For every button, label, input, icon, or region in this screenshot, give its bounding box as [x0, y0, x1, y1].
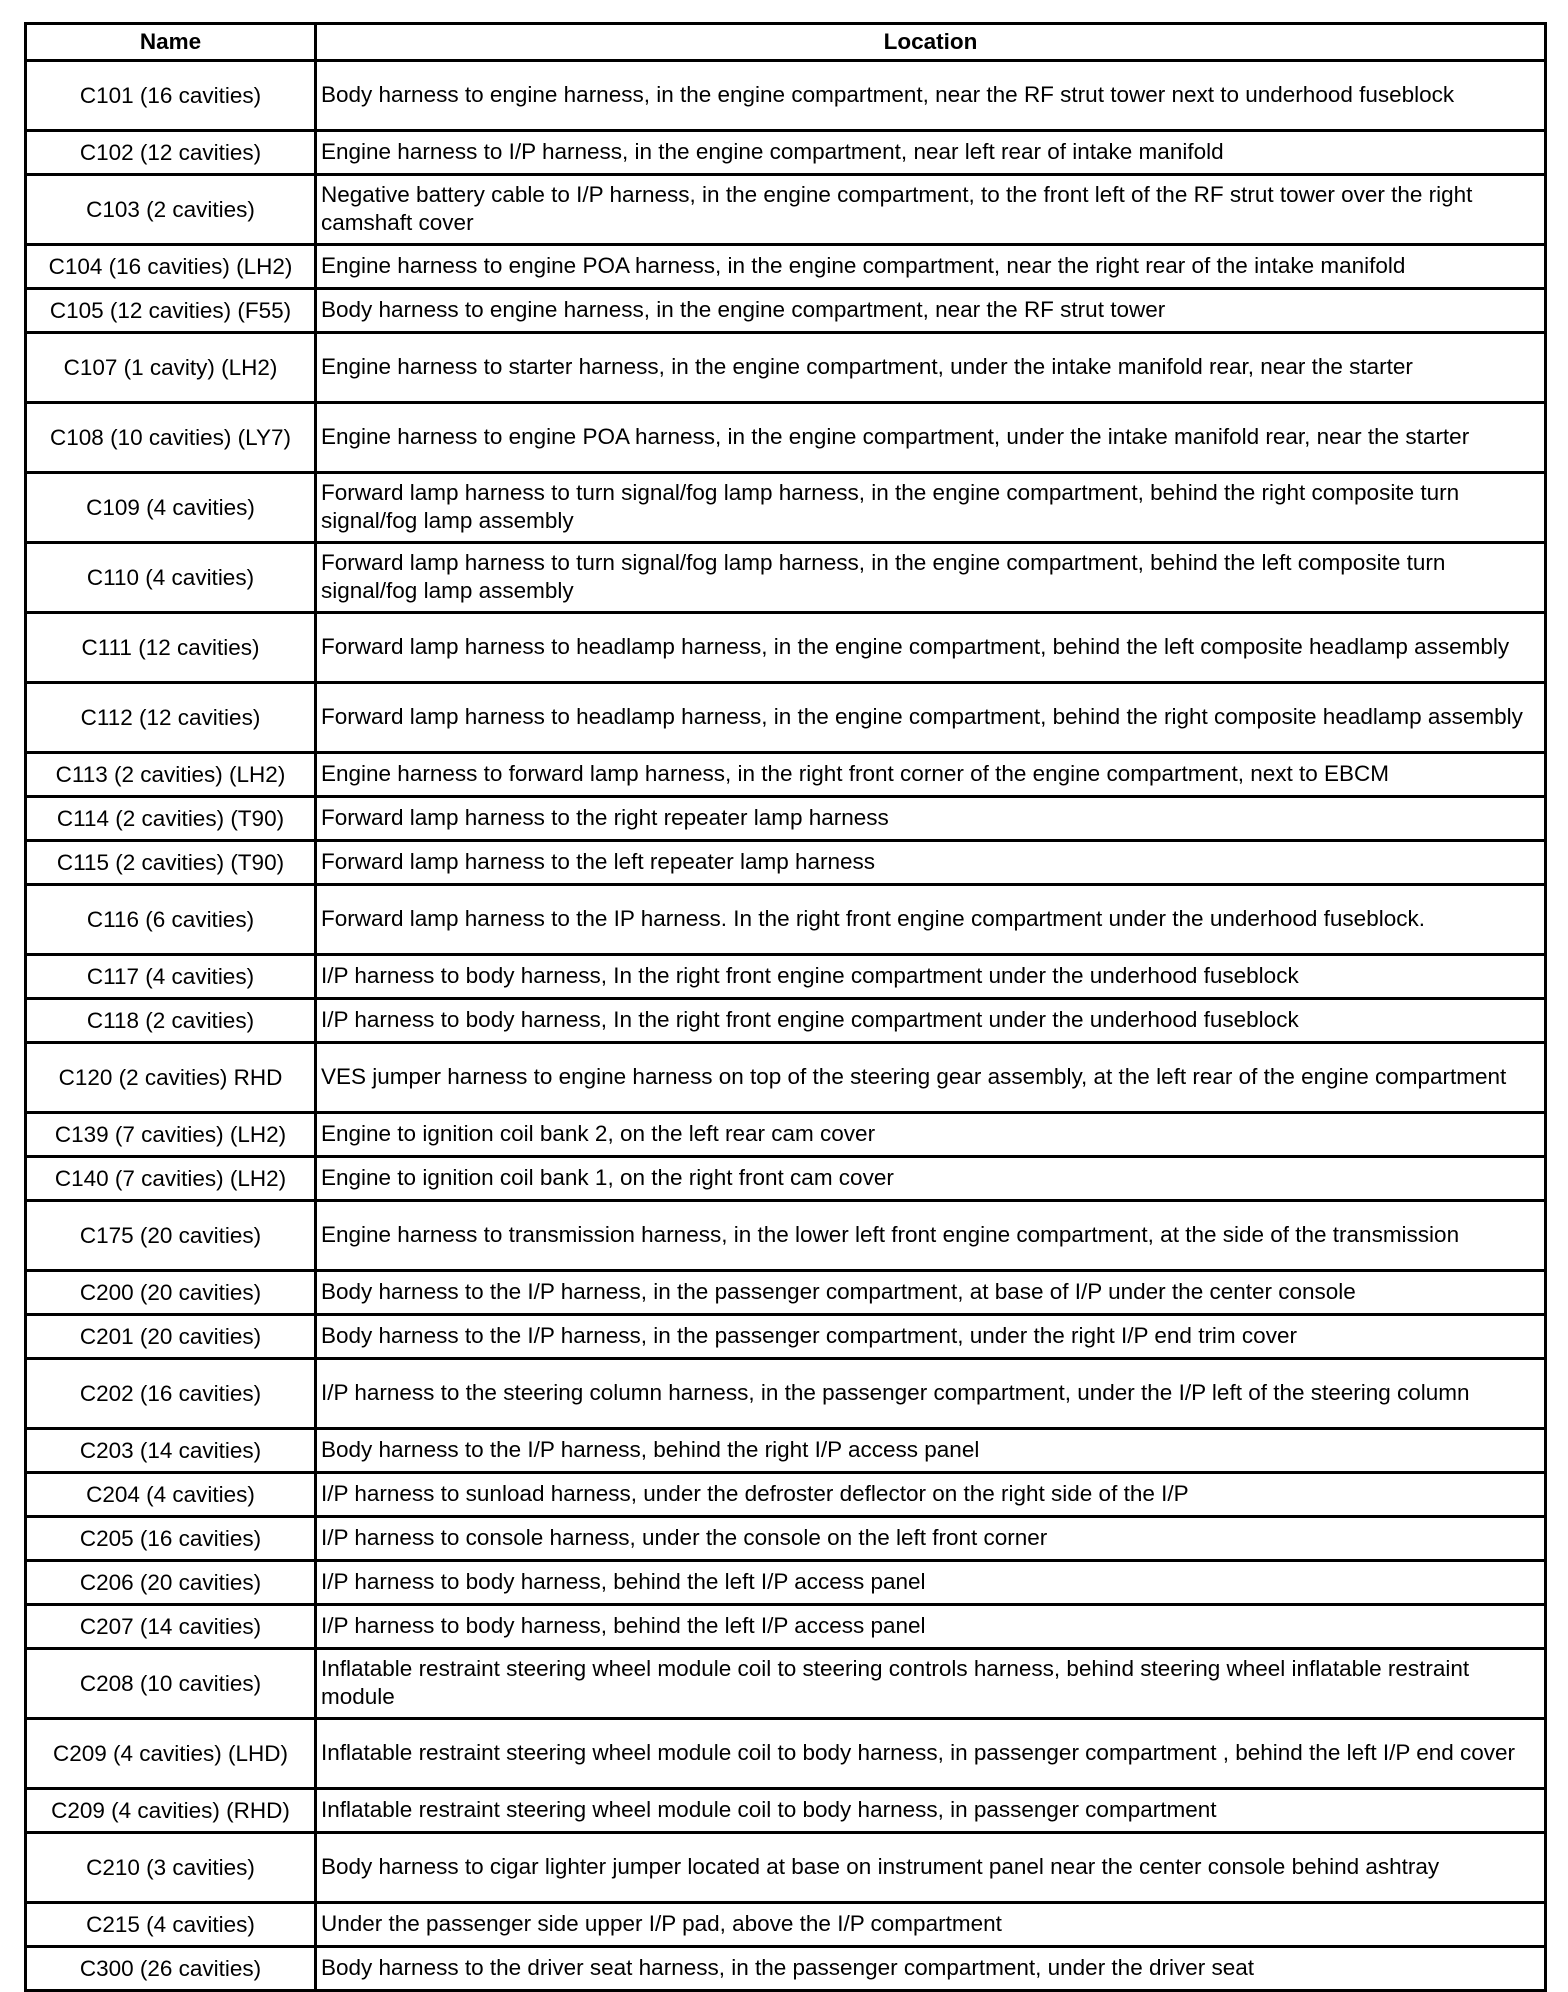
connector-name-cell: C109 (4 cavities)	[26, 473, 316, 543]
connector-name-cell: C206 (20 cavities)	[26, 1561, 316, 1605]
table-row	[26, 1429, 1546, 1473]
connector-table-page	[24, 22, 1544, 1992]
table-row	[26, 1113, 1546, 1157]
table-row	[26, 1719, 1546, 1789]
connector-name-cell: C101 (16 cavities)	[26, 61, 316, 131]
connector-location-cell: Forward lamp harness to headlamp harness, in the engine compartment, behind the left composite headlamp assembly	[316, 613, 1546, 683]
connector-location-cell: Forward lamp harness to the IP harness. In the right front engine compartment under the underhood fuseblock.	[316, 885, 1546, 955]
table-row	[26, 1157, 1546, 1201]
connector-name-cell: C107 (1 cavity) (LH2)	[26, 333, 316, 403]
table-row	[26, 131, 1546, 175]
table-row	[26, 1947, 1546, 1991]
connector-location-cell: Forward lamp harness to the left repeater lamp harness	[316, 841, 1546, 885]
connector-location-cell: Negative battery cable to I/P harness, in the engine compartment, to the front left of the RF strut tower over the right camshaft cover	[316, 175, 1546, 245]
connector-name-cell: C114 (2 cavities) (T90)	[26, 797, 316, 841]
connector-location-cell: Inflatable restraint steering wheel module coil to body harness, in passenger compartment , behind the left I/P end cover	[316, 1719, 1546, 1789]
connector-location-cell: Engine to ignition coil bank 2, on the left rear cam cover	[316, 1113, 1546, 1157]
table-row	[26, 175, 1546, 245]
table-row	[26, 999, 1546, 1043]
table-row	[26, 289, 1546, 333]
connector-location-cell: Body harness to the I/P harness, behind the right I/P access panel	[316, 1429, 1546, 1473]
connector-location-cell: I/P harness to body harness, In the right front engine compartment under the underhood fuseblock	[316, 999, 1546, 1043]
connector-location-cell: Under the passenger side upper I/P pad, above the I/P compartment	[316, 1903, 1546, 1947]
table-row	[26, 1789, 1546, 1833]
connector-name-cell: C201 (20 cavities)	[26, 1315, 316, 1359]
connector-name-cell: C116 (6 cavities)	[26, 885, 316, 955]
connector-location-cell: Forward lamp harness to turn signal/fog lamp harness, in the engine compartment, behind the left composite turn signal/fog lamp assembly	[316, 543, 1546, 613]
connector-name-cell: C111 (12 cavities)	[26, 613, 316, 683]
table-row	[26, 1649, 1546, 1719]
connector-location-cell: I/P harness to body harness, In the right front engine compartment under the underhood fuseblock	[316, 955, 1546, 999]
connector-location-cell: Inflatable restraint steering wheel module coil to steering controls harness, behind steering wheel inflatable restraint module	[316, 1649, 1546, 1719]
table-row	[26, 955, 1546, 999]
table-row	[26, 1605, 1546, 1649]
table-row	[26, 885, 1546, 955]
connector-location-cell: Inflatable restraint steering wheel module coil to body harness, in passenger compartment	[316, 1789, 1546, 1833]
connector-name-cell: C215 (4 cavities)	[26, 1903, 316, 1947]
table-row	[26, 1043, 1546, 1113]
connector-name-cell: C105 (12 cavities) (F55)	[26, 289, 316, 333]
table-row	[26, 1517, 1546, 1561]
connector-name-cell: C207 (14 cavities)	[26, 1605, 316, 1649]
table-row	[26, 333, 1546, 403]
table-row	[26, 1359, 1546, 1429]
connector-name-cell: C118 (2 cavities)	[26, 999, 316, 1043]
connector-name-cell: C209 (4 cavities) (LHD)	[26, 1719, 316, 1789]
table-row	[26, 841, 1546, 885]
connector-location-cell: I/P harness to body harness, behind the left I/P access panel	[316, 1605, 1546, 1649]
connector-location-cell: I/P harness to console harness, under the console on the left front corner	[316, 1517, 1546, 1561]
connector-name-cell: C102 (12 cavities)	[26, 131, 316, 175]
table-body	[26, 61, 1546, 1991]
table-row	[26, 61, 1546, 131]
connector-name-cell: C104 (16 cavities) (LH2)	[26, 245, 316, 289]
connector-name-cell: C200 (20 cavities)	[26, 1271, 316, 1315]
connector-location-cell: I/P harness to the steering column harness, in the passenger compartment, under the I/P left of the steering column	[316, 1359, 1546, 1429]
table-row	[26, 1201, 1546, 1271]
table-row	[26, 1271, 1546, 1315]
connector-location-table	[24, 22, 1547, 1992]
connector-location-cell: Engine harness to I/P harness, in the engine compartment, near left rear of intake manifold	[316, 131, 1546, 175]
connector-name-cell: C115 (2 cavities) (T90)	[26, 841, 316, 885]
connector-location-cell: Body harness to cigar lighter jumper located at base on instrument panel near the center console behind ashtray	[316, 1833, 1546, 1903]
connector-location-cell: Body harness to the I/P harness, in the passenger compartment, under the right I/P end trim cover	[316, 1315, 1546, 1359]
connector-location-cell: Engine harness to engine POA harness, in the engine compartment, under the intake manifold rear, near the starter	[316, 403, 1546, 473]
connector-name-cell: C108 (10 cavities) (LY7)	[26, 403, 316, 473]
connector-location-cell: Body harness to engine harness, in the engine compartment, near the RF strut tower next to underhood fuseblock	[316, 61, 1546, 131]
connector-location-cell: Body harness to engine harness, in the engine compartment, near the RF strut tower	[316, 289, 1546, 333]
location-column-header: Location	[316, 24, 1546, 61]
header-row	[26, 24, 1546, 61]
connector-name-cell: C110 (4 cavities)	[26, 543, 316, 613]
connector-location-cell: Body harness to the I/P harness, in the passenger compartment, at base of I/P under the center console	[316, 1271, 1546, 1315]
table-row	[26, 797, 1546, 841]
connector-location-cell: Forward lamp harness to the right repeater lamp harness	[316, 797, 1546, 841]
table-row	[26, 753, 1546, 797]
table-row	[26, 1561, 1546, 1605]
connector-name-cell: C204 (4 cavities)	[26, 1473, 316, 1517]
table-row	[26, 245, 1546, 289]
connector-name-cell: C175 (20 cavities)	[26, 1201, 316, 1271]
connector-name-cell: C203 (14 cavities)	[26, 1429, 316, 1473]
connector-name-cell: C120 (2 cavities) RHD	[26, 1043, 316, 1113]
connector-location-cell: I/P harness to body harness, behind the left I/P access panel	[316, 1561, 1546, 1605]
connector-name-cell: C205 (16 cavities)	[26, 1517, 316, 1561]
table-row	[26, 543, 1546, 613]
name-column-header: Name	[26, 24, 316, 61]
table-row	[26, 1833, 1546, 1903]
connector-location-cell: Forward lamp harness to headlamp harness, in the engine compartment, behind the right composite headlamp assembly	[316, 683, 1546, 753]
table-row	[26, 683, 1546, 753]
connector-location-cell: I/P harness to sunload harness, under the defroster deflector on the right side of the I/P	[316, 1473, 1546, 1517]
connector-location-cell: VES jumper harness to engine harness on top of the steering gear assembly, at the left rear of the engine compartment	[316, 1043, 1546, 1113]
table-row	[26, 403, 1546, 473]
connector-name-cell: C208 (10 cavities)	[26, 1649, 316, 1719]
connector-location-cell: Engine to ignition coil bank 1, on the right front cam cover	[316, 1157, 1546, 1201]
connector-name-cell: C112 (12 cavities)	[26, 683, 316, 753]
connector-name-cell: C113 (2 cavities) (LH2)	[26, 753, 316, 797]
connector-location-cell: Engine harness to engine POA harness, in the engine compartment, near the right rear of the intake manifold	[316, 245, 1546, 289]
connector-location-cell: Engine harness to starter harness, in the engine compartment, under the intake manifold rear, near the starter	[316, 333, 1546, 403]
connector-name-cell: C140 (7 cavities) (LH2)	[26, 1157, 316, 1201]
table-row	[26, 473, 1546, 543]
connector-name-cell: C202 (16 cavities)	[26, 1359, 316, 1429]
table-row	[26, 1473, 1546, 1517]
connector-name-cell: C103 (2 cavities)	[26, 175, 316, 245]
connector-name-cell: C139 (7 cavities) (LH2)	[26, 1113, 316, 1157]
connector-name-cell: C210 (3 cavities)	[26, 1833, 316, 1903]
connector-location-cell: Engine harness to forward lamp harness, in the right front corner of the engine compartment, next to EBCM	[316, 753, 1546, 797]
connector-name-cell: C117 (4 cavities)	[26, 955, 316, 999]
connector-location-cell: Body harness to the driver seat harness, in the passenger compartment, under the driver seat	[316, 1947, 1546, 1991]
connector-name-cell: C209 (4 cavities) (RHD)	[26, 1789, 316, 1833]
table-row	[26, 613, 1546, 683]
table-row	[26, 1903, 1546, 1947]
table-row	[26, 1315, 1546, 1359]
connector-name-cell: C300 (26 cavities)	[26, 1947, 316, 1991]
connector-location-cell: Forward lamp harness to turn signal/fog lamp harness, in the engine compartment, behind the right composite turn signal/fog lamp assembly	[316, 473, 1546, 543]
connector-location-cell: Engine harness to transmission harness, in the lower left front engine compartment, at the side of the transmission	[316, 1201, 1546, 1271]
